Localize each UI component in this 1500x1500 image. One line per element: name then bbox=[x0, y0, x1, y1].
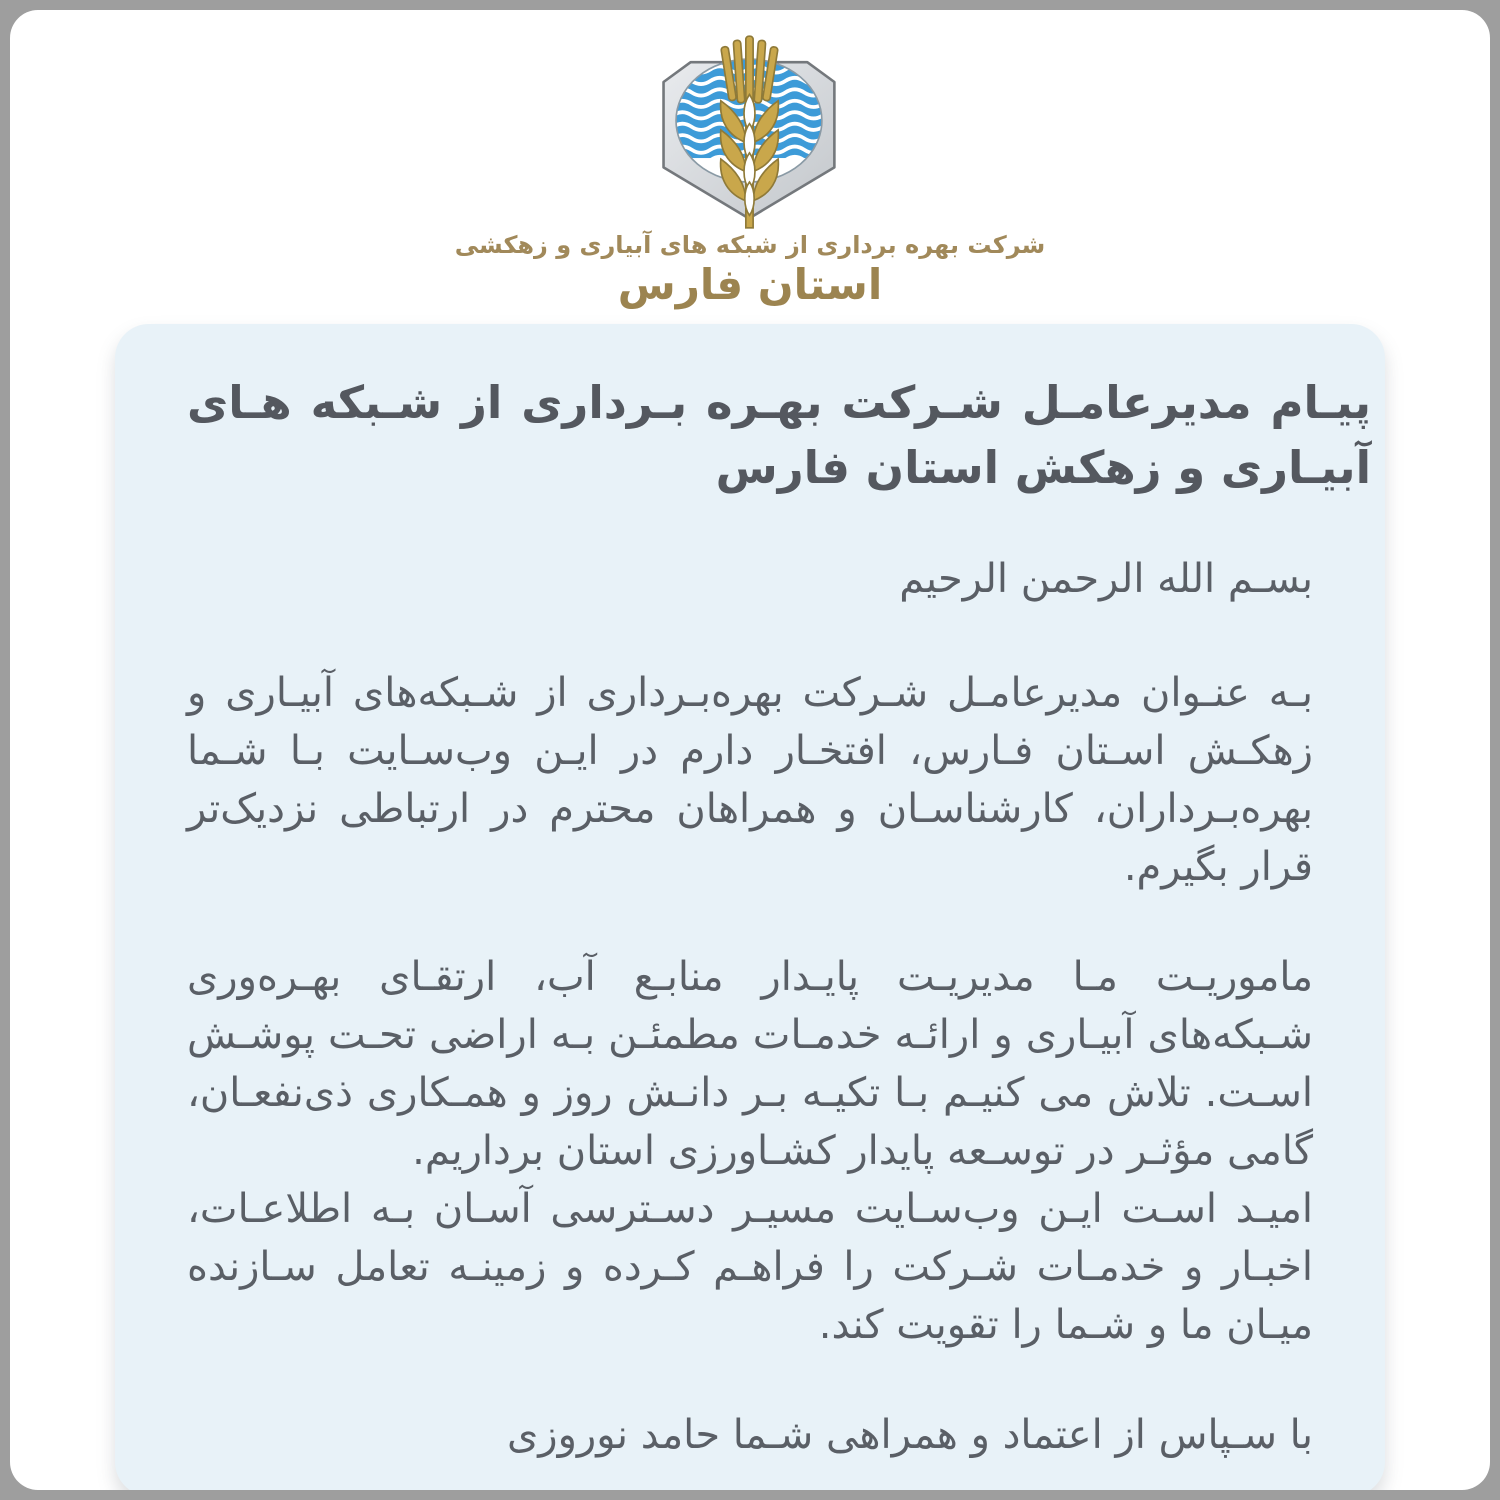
basmala-line: بسـم الله الرحمن الرحیم bbox=[899, 556, 1313, 602]
message-paragraph-3: امیـد اسـت ایـن وب‌سـایت مسیـر دسـترسی آسـان بـه اطلاعـات، اخبـار و خدمـات شـرکت را فراهـم کـرده و زمینـه تعامل سـازنده میـان ما و شـما را تقویت کند. bbox=[187, 1186, 1313, 1348]
company-name: شرکت بهره برداری از شبکه های آبیاری و زهکشی bbox=[454, 231, 1046, 259]
site-header bbox=[10, 32, 1490, 310]
company-logo bbox=[10, 32, 1490, 232]
page-background bbox=[10, 10, 1490, 1490]
company-logo-icon bbox=[648, 32, 852, 232]
closing-signature: با سـپاس از اعتماد و همراهی شـما حامد نوروزی bbox=[506, 1412, 1313, 1458]
ceo-message-card bbox=[115, 324, 1385, 1490]
message-paragraph-1: بـه عنـوان مدیرعامـل شـرکت بهره‌بـرداری از شـبکه‌های آبیـاری و زهکـش اسـتان فـارس، افتخـار دارم در ایـن وب‌سـایت بـا شـما بهره‌بـرداران، کارشناسـان و همراهان محترم در ارتباطی نزدیک‌تر قرار بگیرم. bbox=[187, 670, 1313, 890]
message-title: پیـام مدیرعامـل شـرکت بهـره بـرداری از شـبکه هـای آبیـاری و زهکش استان فارس bbox=[187, 376, 1371, 494]
company-province: استان فارس bbox=[617, 260, 883, 309]
message-paragraph-2: ماموریـت مـا مدیریـت پایـدار منابـع آب، ارتقـای بهـره‌وری شـبکه‌های آبیـاری و ارائـه خدمـات مطمئـن بـه اراضی تحـت پوشـش اسـت. تلاش می کنیـم بـا تکیـه بـر دانـش روز و همـکاری ذی‌نفعـان، گامی مؤثـر در توسـعه پایدار کشـاورزی استان برداریم. bbox=[187, 954, 1313, 1174]
